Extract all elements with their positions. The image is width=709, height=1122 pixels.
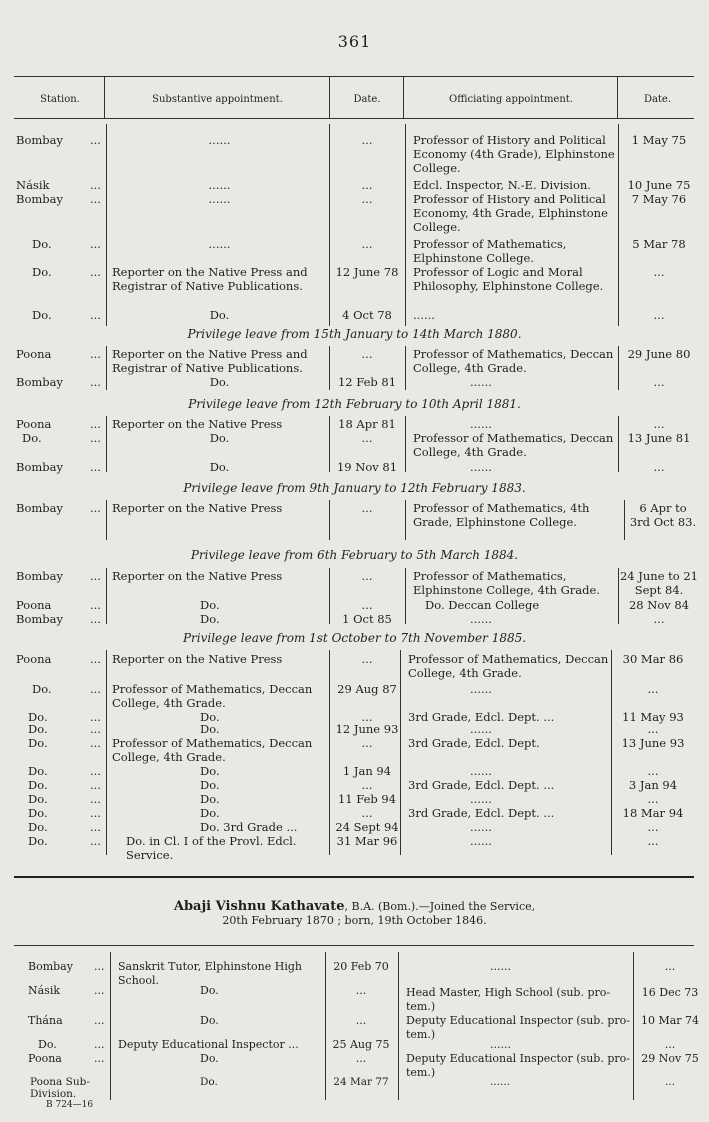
person-heading: Abaji Vishnu Kathavate, B.A. (Bom.).—Joined the Service, 20th February 1870 ; born, 19th October 1846. <box>173 899 536 927</box>
header-date-2: Date. <box>643 94 672 105</box>
rule <box>14 76 694 77</box>
section-divider <box>14 876 694 878</box>
page-number: 361 <box>337 32 372 51</box>
privilege-leave-note: Privilege leave from 6th February to 5th March 1884. <box>190 548 519 562</box>
document-page: 361 Station. Substantive appointment. Date. Officiating appointment. Date. Bombay ... ...... ... Professor of History and Political Economy (4th Grade), Elphinstone College. 1 May 75 Násik ... ...... ... Edcl. Inspector, N.-E. Division. 10 June 75 Bombay ... ...... ... Professor of History and Political Economy, 4th Grade, Elphinstone College. 7 May 76 Do. ... ...... ... Professor of Mathematics, Elphinstone College. 5 Mar 78 Do. ... Reporter on the Native Press and Registrar of Native Publications. 12 June 78 Professor of Logic and Moral Philosophy, Elphinstone College. ... Do. ... Do. 4 Oct 78 ...... ... Privilege leave from 15th January to 14th March 1880. Poona ... Reporter on the Native Press and Registrar of Native Publications. ... Professor of Mathematics, Deccan College, 4th Grade. 29 June 80 Bombay ... Do. 12 Feb 81 ...... ... Privilege leave from 12th February to 10th April 1881. Poona ... Reporter on the Native Press 18 Apr 81 ...... ... Do. ... Do. ... Professor of Mathematics, Deccan College, 4th Grade. 13 June 81 Bombay ... Do. 19 Nov 81 ...... ... Privilege leave from 9th January to 12th February 1883. Bombay ... Reporter on the Native Press ... Professor of Mathematics, 4th Grade, Elphinstone College. 6 Apr to 3rd Oct 83. Privilege leave from 6th February to 5th March 1884. Bombay ... Reporter on the Native Press ... Professor of Mathematics, Elphinstone College, 4th Grade. 24 June to 21 Sept 84. Poona ... Do. ... Do. Deccan College 28 Nov 84 Bombay ... Do. 1 Oct 85 ...... ... Privilege leave from 1st October to 7th November 1885. Poona ... Reporter on the Native Press ... Professor of Mathematics, Deccan College, 4th Grade. 30 Mar 86 Do. ... Professor of Mathematics, Deccan College, 4th Grade. 29 Aug 87 ...... ... Do. ... Do. ... 3rd Grade, Edcl. Dept. ... 11 May 93 Do. ... Do. 12 June 93 ...... ... Do. ... Professor of Mathematics, Deccan College, 4th Grade. ... 3rd Grade, Edcl. Dept. 13 June 93 Do. ... Do. 1 Jan 94 ...... ... Do. ... Do. ... 3rd Grade, Edcl. Dept. ... 3 Jan 94 Do. ... Do. 11 Feb 94 ...... ... Do. ... Do. ... 3rd Grade, Edcl. Dept. ... 18 Mar 94 Do. ... Do. 3rd Grade ... 24 Sept 94 ...... ... Do. ... Do. in Cl. I of the Provl. Edcl. Service. 31 Mar 96 ...... ... Abaji Vishnu Kathavate, B.A. (Bom.).—Joined the Service, 20th February 1870 ; born, 19th October 1846. Bombay ... Sanskrit Tutor, Elphinstone High School. 20 Feb 70 ...... ... Násik ... Do. ... Head Master, High School (sub. pro-tem.) 16 Dec 73 Thána ... Do. ... Deputy Educational Inspector (sub. pro-tem.) 10 Mar 74 Do. ... Deputy Educational Inspector ... 25 Aug 75 ...... ... Poona ... Do. ... Deputy Educational Inspector (sub. pro-tem.) 29 Nov 75 Poona Sub-Division. Do. 24 Mar 77 ...... ... B 724—16 <box>0 0 709 1122</box>
footer-code: B 724—16 <box>46 1100 94 1110</box>
rule <box>14 118 694 119</box>
person-name: Abaji Vishnu Kathavate <box>173 899 345 914</box>
header-date: Date. <box>353 94 381 105</box>
privilege-leave-note: Privilege leave from 15th January to 14th March 1880. <box>187 327 522 341</box>
header-station: Station. <box>40 94 80 105</box>
header-substantive: Substantive appointment. <box>152 94 283 105</box>
privilege-leave-note: Privilege leave from 9th January to 12th February 1883. <box>183 481 526 495</box>
privilege-leave-note: Privilege leave from 12th February to 10th April 1881. <box>188 397 521 411</box>
header-officiating: Officiating appointment. <box>449 94 573 105</box>
privilege-leave-note: Privilege leave from 1st October to 7th November 1885. <box>182 631 527 645</box>
